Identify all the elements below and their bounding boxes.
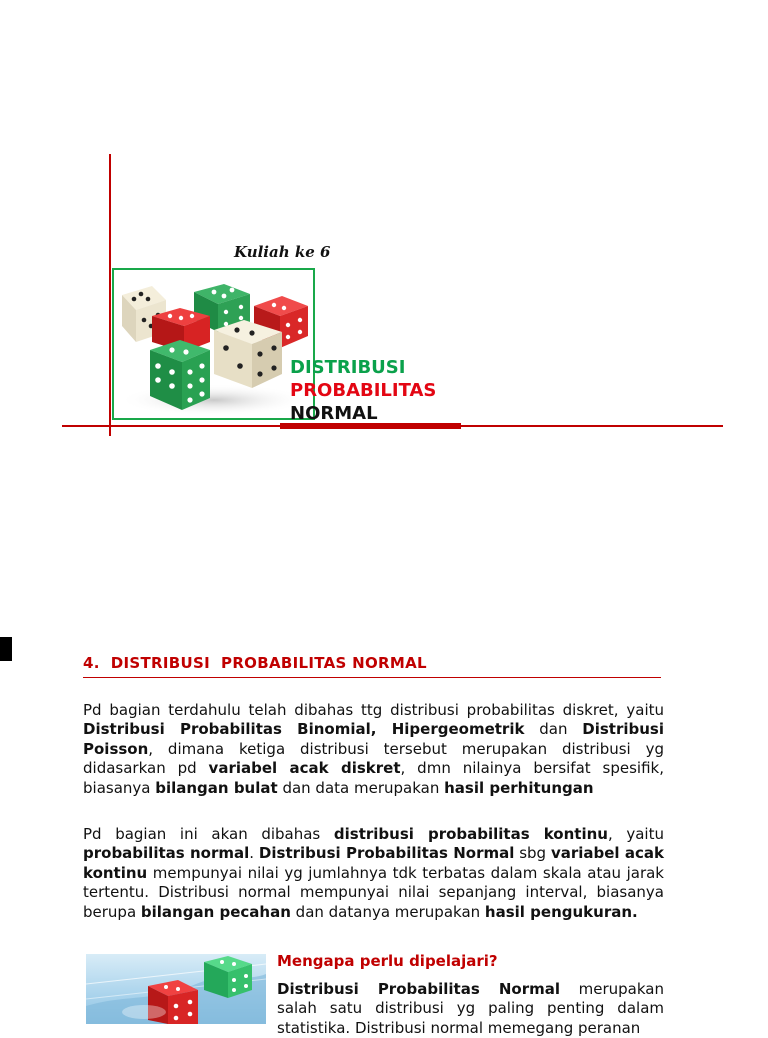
cover-title — [290, 356, 436, 425]
cover-subtitle: Kuliah ke 6 — [234, 243, 331, 261]
dice-illustration — [114, 270, 313, 418]
text-run: , dimana ketiga distribusi tersebut merupakan distribusi yg didasarkan pd — [83, 739, 664, 778]
cover-title-line2: PROBABILITAS — [290, 380, 437, 401]
bold-term: Distribusi Poisson — [83, 720, 664, 758]
section-heading-rule — [83, 677, 661, 678]
text-run: dan datanya merupakan — [290, 902, 485, 921]
bold-term: hasil perhitungan — [444, 778, 594, 797]
dice-thumbnail-image — [86, 954, 266, 1024]
text-run: dan — [524, 720, 583, 739]
bold-term: Distribusi Probabilitas Normal — [277, 980, 560, 998]
text-run: merupakan salah satu distribusi yg paling penting dalam statistika. Distribusi normal memegang peranan — [277, 980, 664, 1037]
text-run: , yaitu — [607, 825, 664, 843]
paragraph-1 — [83, 701, 664, 798]
text-run: sbg — [514, 844, 551, 863]
cover-title-line3: NORMAL — [290, 403, 378, 424]
paragraph-2 — [83, 825, 664, 922]
cover-vertical-rule — [109, 154, 111, 436]
green-die-front — [150, 340, 210, 410]
bold-term: variabel acak kontinu — [83, 844, 664, 882]
text-run: mempunyai nilai yg jumlahnya tdk terbatas dalam skala atau jarak tertentu. Distribusi normal mempunyai nilai sepanjang interval, biasanya berupa — [83, 863, 664, 921]
text-run: Pd bagian terdahulu telah dibahas ttg distribusi probabilitas diskret, yaitu — [83, 701, 664, 719]
bold-term: Distribusi Probabilitas Binomial, Hipergeometrik — [83, 720, 525, 739]
bold-term: Distribusi Probabilitas Normal — [258, 844, 515, 863]
text-run: Pd bagian ini akan dibahas — [83, 825, 334, 843]
bold-term: bilangan bulat — [155, 778, 278, 797]
cover-title-line1: DISTRIBUSI — [290, 357, 406, 378]
text-run: dan data merupakan — [277, 778, 445, 797]
dice-thumbnail-illustration — [86, 954, 266, 1024]
page-edge-marker — [0, 637, 12, 661]
section-heading: 4. DISTRIBUSI PROBABILITAS NORMAL — [83, 654, 427, 672]
cream-die-front — [214, 320, 282, 388]
bold-term: probabilitas normal — [83, 844, 250, 863]
bold-term: hasil pengukuran. — [484, 902, 638, 921]
dice-image — [112, 268, 315, 420]
text-run: , dmn nilainya bersifat spesifik, biasanya — [83, 759, 664, 797]
bold-term: distribusi probabilitas kontinu — [333, 825, 608, 843]
question-heading: Mengapa perlu dipelajari? — [277, 952, 498, 970]
bold-term: bilangan pecahan — [140, 902, 291, 921]
paragraph-3 — [277, 980, 664, 1038]
text-run: . — [249, 844, 259, 863]
bold-term: variabel acak diskret — [208, 759, 401, 778]
